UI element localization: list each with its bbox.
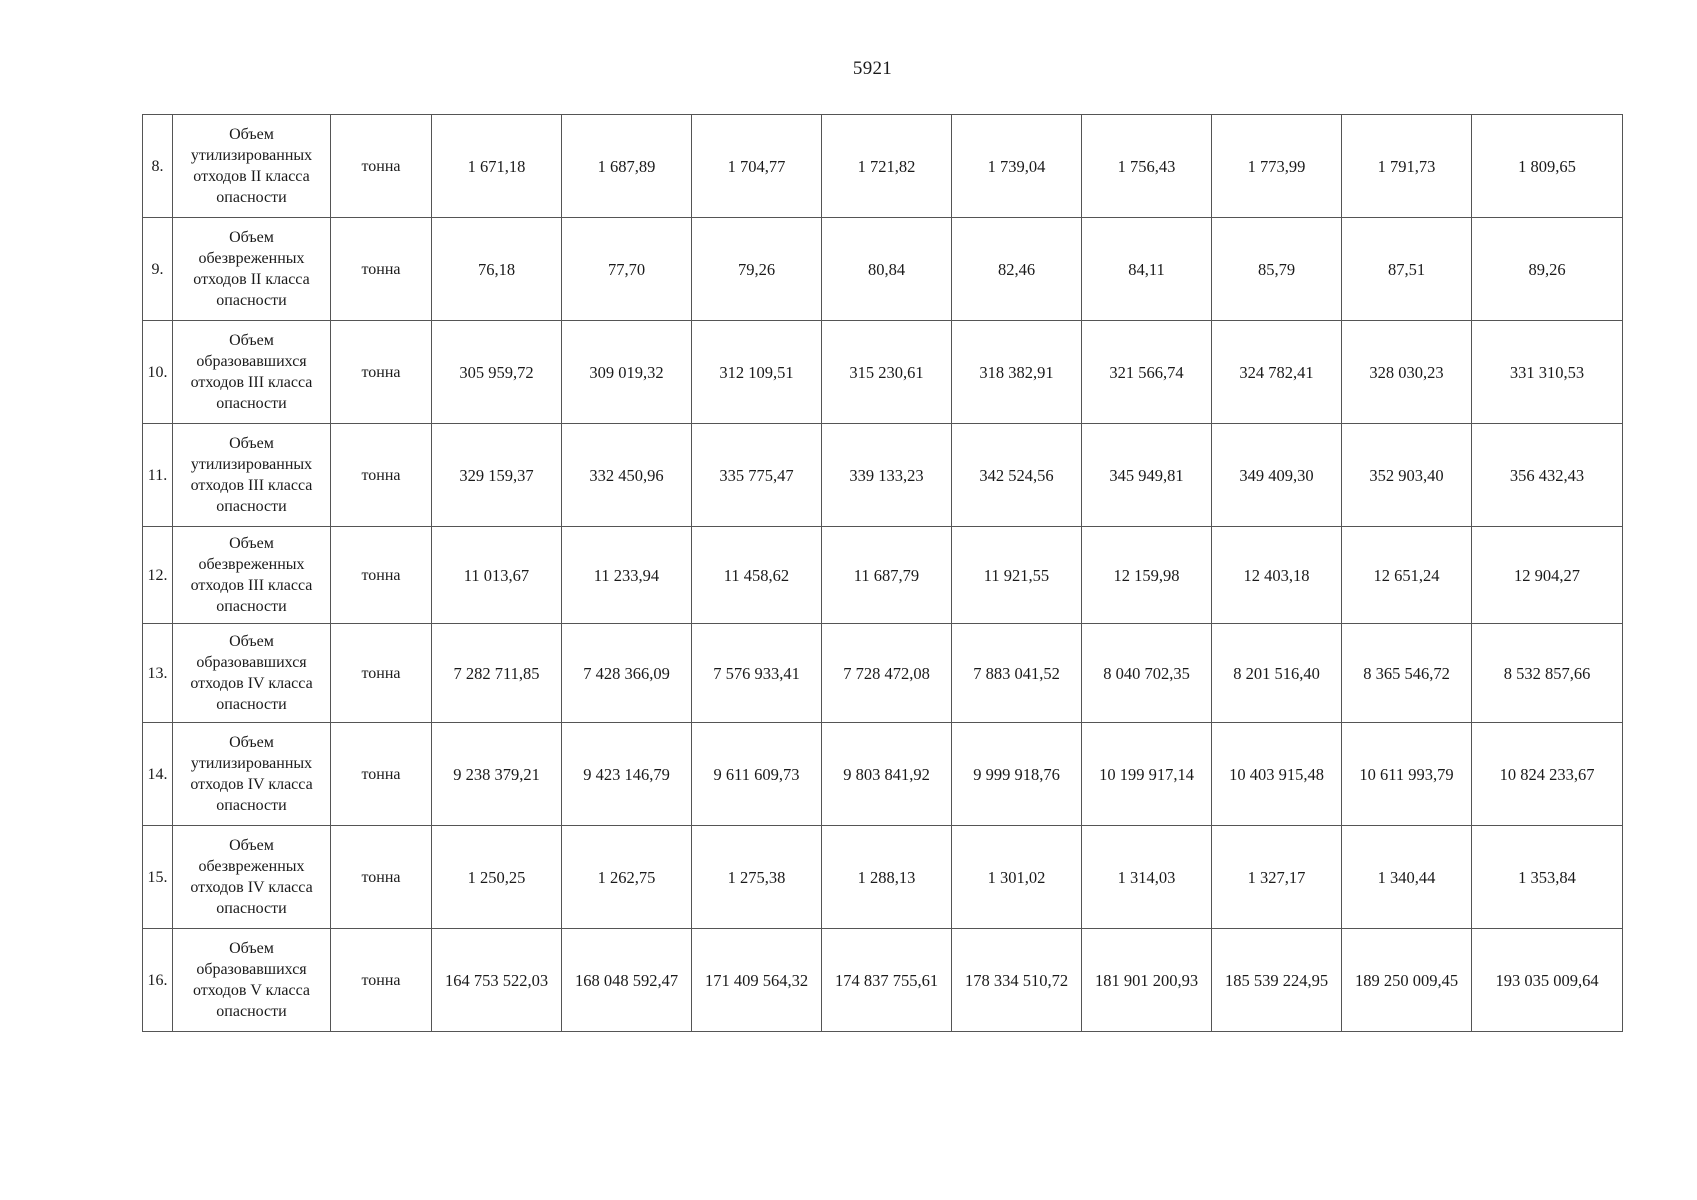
value-cell: 7 428 366,09 xyxy=(562,624,692,723)
value-cell: 1 773,99 xyxy=(1212,115,1342,218)
value-cell: 8 532 857,66 xyxy=(1472,624,1623,723)
value-cell: 7 282 711,85 xyxy=(432,624,562,723)
table-row xyxy=(143,929,1623,1032)
unit-cell: тонна xyxy=(331,723,432,826)
value-cell: 85,79 xyxy=(1212,218,1342,321)
value-cell: 79,26 xyxy=(692,218,822,321)
value-cell: 89,26 xyxy=(1472,218,1623,321)
table-row xyxy=(143,723,1623,826)
value-cell: 193 035 009,64 xyxy=(1472,929,1623,1032)
indicator-name-cell: Объем обезвреженных отходов III класса опасности xyxy=(173,527,331,624)
value-cell: 168 048 592,47 xyxy=(562,929,692,1032)
value-cell: 339 133,23 xyxy=(822,424,952,527)
value-cell: 9 803 841,92 xyxy=(822,723,952,826)
value-cell: 7 883 041,52 xyxy=(952,624,1082,723)
value-cell: 356 432,43 xyxy=(1472,424,1623,527)
value-cell: 82,46 xyxy=(952,218,1082,321)
table-row xyxy=(143,218,1623,321)
value-cell: 7 728 472,08 xyxy=(822,624,952,723)
value-cell: 11 458,62 xyxy=(692,527,822,624)
value-cell: 77,70 xyxy=(562,218,692,321)
indicator-name-cell: Объем обезвреженных отходов IV класса опасности xyxy=(173,826,331,929)
indicator-name-cell: Объем образовавшихся отходов IV класса опасности xyxy=(173,624,331,723)
value-cell: 11 013,67 xyxy=(432,527,562,624)
value-cell: 1 756,43 xyxy=(1082,115,1212,218)
row-number-cell: 9. xyxy=(143,218,173,321)
value-cell: 324 782,41 xyxy=(1212,321,1342,424)
value-cell: 87,51 xyxy=(1342,218,1472,321)
unit-cell: тонна xyxy=(331,527,432,624)
value-cell: 10 199 917,14 xyxy=(1082,723,1212,826)
table-row xyxy=(143,624,1623,723)
page-number: 5921 xyxy=(852,58,893,79)
value-cell: 1 275,38 xyxy=(692,826,822,929)
value-cell: 181 901 200,93 xyxy=(1082,929,1212,1032)
row-number-cell: 14. xyxy=(143,723,173,826)
value-cell: 1 262,75 xyxy=(562,826,692,929)
unit-cell: тонна xyxy=(331,115,432,218)
value-cell: 185 539 224,95 xyxy=(1212,929,1342,1032)
value-cell: 84,11 xyxy=(1082,218,1212,321)
value-cell: 309 019,32 xyxy=(562,321,692,424)
row-number-cell: 13. xyxy=(143,624,173,723)
value-cell: 171 409 564,32 xyxy=(692,929,822,1032)
table-row xyxy=(143,115,1623,218)
value-cell: 321 566,74 xyxy=(1082,321,1212,424)
value-cell: 332 450,96 xyxy=(562,424,692,527)
value-cell: 11 233,94 xyxy=(562,527,692,624)
value-cell: 1 340,44 xyxy=(1342,826,1472,929)
value-cell: 12 904,27 xyxy=(1472,527,1623,624)
value-cell: 1 301,02 xyxy=(952,826,1082,929)
value-cell: 80,84 xyxy=(822,218,952,321)
table-row xyxy=(143,527,1623,624)
value-cell: 1 353,84 xyxy=(1472,826,1623,929)
value-cell: 9 238 379,21 xyxy=(432,723,562,826)
value-cell: 10 403 915,48 xyxy=(1212,723,1342,826)
indicator-name-cell: Объем образовавшихся отходов V класса опасности xyxy=(173,929,331,1032)
value-cell: 1 327,17 xyxy=(1212,826,1342,929)
value-cell: 10 824 233,67 xyxy=(1472,723,1623,826)
value-cell: 11 687,79 xyxy=(822,527,952,624)
value-cell: 1 704,77 xyxy=(692,115,822,218)
row-number-cell: 12. xyxy=(143,527,173,624)
value-cell: 1 314,03 xyxy=(1082,826,1212,929)
value-cell: 349 409,30 xyxy=(1212,424,1342,527)
value-cell: 11 921,55 xyxy=(952,527,1082,624)
value-cell: 1 809,65 xyxy=(1472,115,1623,218)
indicator-name-cell: Объем утилизированных отходов IV класса опасности xyxy=(173,723,331,826)
value-cell: 76,18 xyxy=(432,218,562,321)
unit-cell: тонна xyxy=(331,321,432,424)
value-cell: 12 651,24 xyxy=(1342,527,1472,624)
table-row xyxy=(143,826,1623,929)
value-cell: 1 250,25 xyxy=(432,826,562,929)
value-cell: 9 611 609,73 xyxy=(692,723,822,826)
value-cell: 328 030,23 xyxy=(1342,321,1472,424)
value-cell: 1 721,82 xyxy=(822,115,952,218)
value-cell: 7 576 933,41 xyxy=(692,624,822,723)
value-cell: 329 159,37 xyxy=(432,424,562,527)
waste-volume-table xyxy=(142,114,1623,1032)
unit-cell: тонна xyxy=(331,826,432,929)
value-cell: 12 403,18 xyxy=(1212,527,1342,624)
value-cell: 315 230,61 xyxy=(822,321,952,424)
value-cell: 1 671,18 xyxy=(432,115,562,218)
indicator-name-cell: Объем образовавшихся отходов III класса опасности xyxy=(173,321,331,424)
value-cell: 9 999 918,76 xyxy=(952,723,1082,826)
indicator-name-cell: Объем обезвреженных отходов II класса опасности xyxy=(173,218,331,321)
value-cell: 1 739,04 xyxy=(952,115,1082,218)
value-cell: 10 611 993,79 xyxy=(1342,723,1472,826)
table-body xyxy=(143,115,1623,1032)
value-cell: 342 524,56 xyxy=(952,424,1082,527)
row-number-cell: 10. xyxy=(143,321,173,424)
value-cell: 178 334 510,72 xyxy=(952,929,1082,1032)
row-number-cell: 8. xyxy=(143,115,173,218)
value-cell: 345 949,81 xyxy=(1082,424,1212,527)
value-cell: 331 310,53 xyxy=(1472,321,1623,424)
unit-cell: тонна xyxy=(331,624,432,723)
indicator-name-cell: Объем утилизированных отходов III класса опасности xyxy=(173,424,331,527)
unit-cell: тонна xyxy=(331,424,432,527)
value-cell: 189 250 009,45 xyxy=(1342,929,1472,1032)
unit-cell: тонна xyxy=(331,929,432,1032)
value-cell: 335 775,47 xyxy=(692,424,822,527)
value-cell: 164 753 522,03 xyxy=(432,929,562,1032)
value-cell: 8 365 546,72 xyxy=(1342,624,1472,723)
value-cell: 318 382,91 xyxy=(952,321,1082,424)
table-row xyxy=(143,321,1623,424)
value-cell: 305 959,72 xyxy=(432,321,562,424)
value-cell: 9 423 146,79 xyxy=(562,723,692,826)
indicator-name-cell: Объем утилизированных отходов II класса опасности xyxy=(173,115,331,218)
value-cell: 1 288,13 xyxy=(822,826,952,929)
row-number-cell: 15. xyxy=(143,826,173,929)
value-cell: 352 903,40 xyxy=(1342,424,1472,527)
value-cell: 8 040 702,35 xyxy=(1082,624,1212,723)
value-cell: 174 837 755,61 xyxy=(822,929,952,1032)
row-number-cell: 16. xyxy=(143,929,173,1032)
value-cell: 312 109,51 xyxy=(692,321,822,424)
value-cell: 1 791,73 xyxy=(1342,115,1472,218)
value-cell: 8 201 516,40 xyxy=(1212,624,1342,723)
unit-cell: тонна xyxy=(331,218,432,321)
value-cell: 1 687,89 xyxy=(562,115,692,218)
table-row xyxy=(143,424,1623,527)
row-number-cell: 11. xyxy=(143,424,173,527)
value-cell: 12 159,98 xyxy=(1082,527,1212,624)
